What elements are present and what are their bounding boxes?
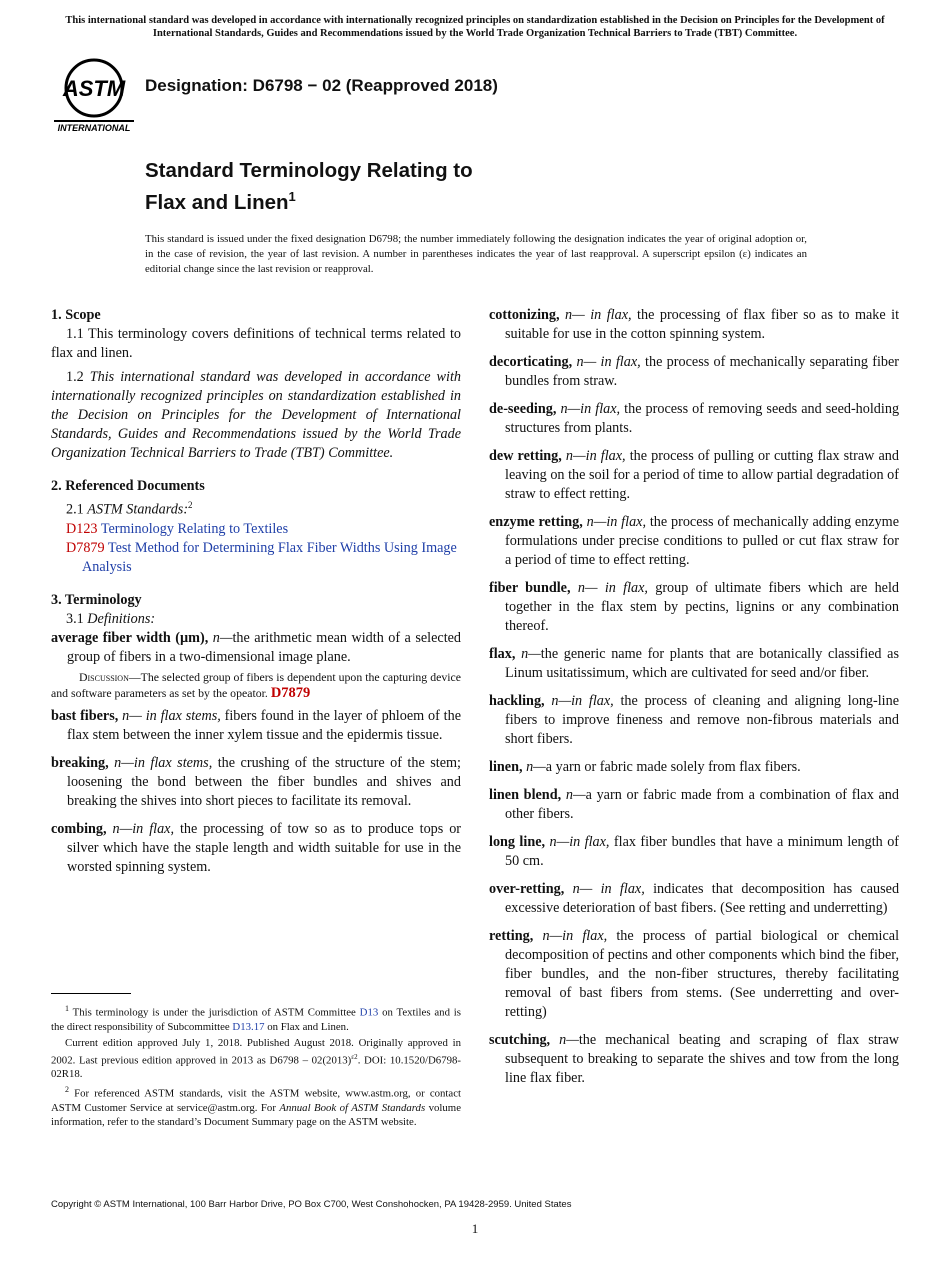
terminology-subheading <box>51 610 461 629</box>
definition: linen blend, n—a yarn or fabric made from a combination of flax and other fibers. <box>489 787 899 822</box>
definition: scutching, n—the mechanical beating and scraping of flax straw subsequent to breaking to separate the shives and tow from the long line flax fiber. <box>489 1032 899 1086</box>
definition: decorticating, n— in flax, the process of mechanically separating fiber bundles from straw. <box>489 354 900 389</box>
discussion-note <box>51 669 461 701</box>
discussion-text: —The selected group of fibers is dependent upon the capturing device and software parameters as set by the opeator. <box>51 669 461 700</box>
designation: Designation: D6798 − 02 (Reapproved 2018) <box>145 76 498 95</box>
definition: hackling, n—in flax, the process of cleaning and aligning long-line fibers to improve fineness and remove non-fibrous materials and short fibers. <box>489 693 900 747</box>
footnotes <box>51 1002 461 1131</box>
definition: linen, n—a yarn or fabric made solely from flax fibers. <box>489 759 801 775</box>
definition: bast fibers, n— in flax stems, fibers found in the layer of phloem of the flax stem between the inner xylem tissue and the epidermis tissue. <box>51 707 462 743</box>
title-line-2: Flax and Linen <box>145 190 289 214</box>
footnote-2: $^2$ For referenced ASTM standards, visit the ASTM website, www.astm.org, or contact ASTM Customer Service at service@astm.org. For Annual Book of ASTM Standards volume information, refer to the standard’s Document Summary page on the ASTM website. <box>51 1085 461 1128</box>
definition: de-seeding, n—in flax, the process of removing seeds and seed-holding structures from plants. <box>489 401 900 436</box>
ref-doc-code[interactable]: D123 <box>66 520 98 537</box>
section-heading-referenced: 2. Referenced Documents <box>51 478 205 494</box>
footnote-rule <box>51 993 131 994</box>
preamble: This standard is issued under the fixed designation D6798; the number immediately following the designation indicates the year of original adoption or, in the case of revision, the year of last revision. A number in parentheses indicates the year of last reapproval. A superscript epsilon (ε) indicates an editorial change since the last revision or reapproval. <box>145 233 807 275</box>
title-footnote-mark: 1 <box>288 189 296 204</box>
logo-subtext: INTERNATIONAL <box>57 123 131 133</box>
discussion-ref-link[interactable]: D7879 <box>270 684 311 701</box>
scope-para-2-num: 1.2 <box>66 369 84 385</box>
right-column <box>489 306 899 1097</box>
referenced-sub-label: ASTM Standards: <box>87 501 189 518</box>
section-heading-scope: 1. Scope <box>51 307 101 323</box>
definition: breaking, n—in flax stems, the crushing of the structure of the stem; loosening the bond between the fiber bundles and shives and breaking the shives into short pieces to facilitate its removal. <box>51 754 461 809</box>
astm-logo-icon <box>52 58 136 134</box>
terminology-sub-num: 3.1 <box>66 610 84 627</box>
scope-para-2 <box>51 368 461 463</box>
scope-para-2-text: This international standard was developed in accordance with internationally recognized principles on standardization established in the Decision on Principles for the Development of International Standards, Guides and Recommendations issued by the World Trade Organization Technical Barriers to Trade (TBT) Committee. <box>51 369 461 461</box>
section-heading-terminology: 3. Terminology <box>51 591 142 608</box>
referenced-sub-mark: 2 <box>188 500 193 510</box>
subcommittee-link[interactable]: D13.17 <box>232 1020 265 1033</box>
definition: enzyme retting, n—in flax, the process of mechanically adding enzyme formulations under precise conditions to pulled or cut flax straw for a period of time to effect retting. <box>489 514 900 568</box>
definition: fiber bundle, n— in flax, group of ultimate fibers which are held together in the flax stem by pectins, lignins or any combination thereof. <box>489 580 900 634</box>
logo-text: ASTM <box>62 76 126 101</box>
ref-doc-title[interactable]: Terminology Relating to Textiles <box>100 520 289 537</box>
terminology-sub-label: Definitions: <box>87 610 156 627</box>
definition: cottonizing, n— in flax, the processing of flax fiber so as to make it suitable for use in the cotton spinning system. <box>489 307 900 342</box>
title-line-1: Standard Terminology Relating to <box>145 159 473 182</box>
definition: average fiber width (µm), n—the arithmetic mean width of a selected group of fibers in a two-dimensional image plane. <box>51 629 462 665</box>
definition: over-retting, n— in flax, indicates that decomposition has caused excessive deterioration of bast fibers. (See retting and underretting) <box>489 881 900 916</box>
astm-logo <box>52 58 136 134</box>
definition: dew retting, n—in flax, the process of pulling or cutting flax straw and leaving on the soil for a period of time to allow partial degradation of straw to effect retting. <box>489 448 899 502</box>
footnote-1: $^1$ This terminology is under the jurisdiction of ASTM Committee D13 on Textiles and is the direct responsibility of Subcommittee D13.17 on Flax and Linen. <box>51 1004 462 1033</box>
ref-doc[interactable] <box>51 520 461 539</box>
referenced-sub-num: 2.1 <box>66 501 84 518</box>
ref-doc[interactable] <box>51 539 461 577</box>
copyright: Copyright © ASTM International, 100 Barr Harbor Drive, PO Box C700, West Conshohocken, PA 19428-2959. United States <box>51 1199 572 1210</box>
page-title <box>145 158 473 216</box>
definition: retting, n—in flax, the process of partial biological or chemical decomposition of pectins and other components which bind the fiber, fiber bundles, and the non-fiber structures, thereby facilitating removal of bast fibers from stems. (See underretting and over-retting) <box>489 928 900 1020</box>
ref-doc-title[interactable]: Test Method for Determining Flax Fiber Widths Using Image Analysis <box>82 539 457 575</box>
ref-doc-code[interactable]: D7879 <box>66 539 105 556</box>
scope-para-1: 1.1 This terminology covers definitions of technical terms related to flax and linen. <box>51 326 461 361</box>
referenced-subheading <box>51 496 461 520</box>
definition: combing, n—in flax, the processing of tow so as to produce tops or silver which have the staple length and width suitable for use in the worsted spinning system. <box>51 820 462 875</box>
definition: flax, n—the generic name for plants that are botanically classified as Linum usitatissimum, which are cultivated for seed and/or fiber. <box>489 646 900 681</box>
footnote-edition: Current edition approved July 1, 2018. Published August 2018. Originally approved in 2002. Last previous edition approved in 2013 as $D6798 - 02(2013)^{\varepsilon 2}$. DOI: 10.1520/D6798-02R18. <box>51 1036 461 1081</box>
definition: long line, n—in flax, flax fiber bundles that have a minimum length of 50 cm. <box>489 834 900 869</box>
top-notice: This international standard was developed in accordance with internationally recognized principles on standardization established in the Decision on Principles for the Development of International Standards, Guides and Recommendations issued by the World Trade Organization Technical Barriers to Trade (TBT) Committee. <box>65 15 885 39</box>
committee-link[interactable]: D13 <box>359 1006 379 1019</box>
page-number: 1 <box>471 1221 479 1236</box>
left-column <box>51 306 461 886</box>
discussion-label: Discussion <box>79 669 129 684</box>
